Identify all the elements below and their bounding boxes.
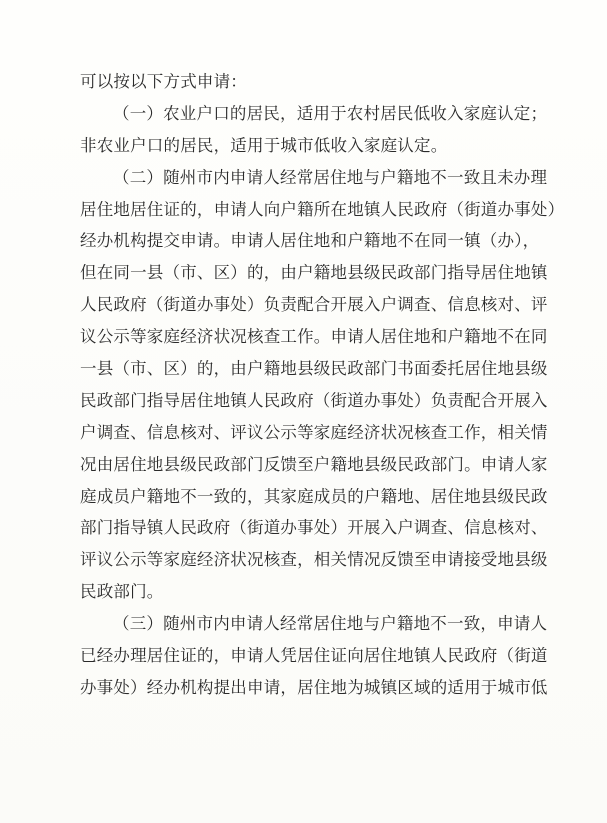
body-text	[80, 66, 565, 704]
item-2-line-12: 部门指导镇人民政府（街道办事处）开展入户调查、信息核对、	[80, 518, 548, 538]
item-2-line-1: （二）随州市内申请人经常居住地与户籍地不一致且未办理	[113, 167, 548, 187]
item-2-line-9: 户调查、信息核对、评议公示等家庭经济状况核查工作，相关情	[80, 422, 548, 442]
item-2-line-10: 况由居住地县级民政部门反馈至户籍地县级民政部门。申请人家	[80, 454, 548, 474]
item-2-line-2: 居住地居住证的，申请人向户籍所在地镇人民政府（街道办事处）	[80, 199, 565, 219]
item-2-line-13: 评议公示等家庭经济状况核查，相关情况反馈至申请接受地县级	[80, 550, 548, 570]
intro-line: 可以按以下方式申请：	[80, 72, 247, 91]
item-2-line-6: 议公示等家庭经济状况核查工作。申请人居住地和户籍地不在同	[80, 327, 548, 347]
item-1-line-2: 非农业户口的居民，适用于城市低收入家庭认定。	[80, 135, 448, 155]
item-2-line-14: 民政部门。	[80, 582, 164, 602]
item-3-line-1: （三）随州市内申请人经常居住地与户籍地不一致，申请人	[113, 614, 548, 634]
item-3-line-3: 办事处）经办机构提出申请，居住地为城镇区域的适用于城市低	[80, 677, 548, 697]
item-2-line-8: 民政部门指导居住地镇人民政府（街道办事处）负责配合开展入	[80, 390, 548, 410]
item-2-line-5: 人民政府（街道办事处）负责配合开展入户调查、信息核对、评	[80, 295, 548, 315]
item-2-line-7: 一县（市、区）的，由户籍地县级民政部门书面委托居住地县级	[80, 359, 548, 379]
item-3-line-2: 已经办理居住证的，申请人凭居住证向居住地镇人民政府（街道	[80, 646, 548, 666]
item-2-line-3: 经办机构提交申请。申请人居住地和户籍地不在同一镇（办），	[80, 231, 540, 251]
item-2-line-4: 但在同一县（市、区）的，由户籍地县级民政部门指导居住地镇	[80, 263, 548, 283]
item-1-line-1: （一）农业户口的居民，适用于农村居民低收入家庭认定；	[113, 103, 548, 123]
item-2-line-11: 庭成员户籍地不一致的，其家庭成员的户籍地、居住地县级民政	[80, 486, 548, 506]
